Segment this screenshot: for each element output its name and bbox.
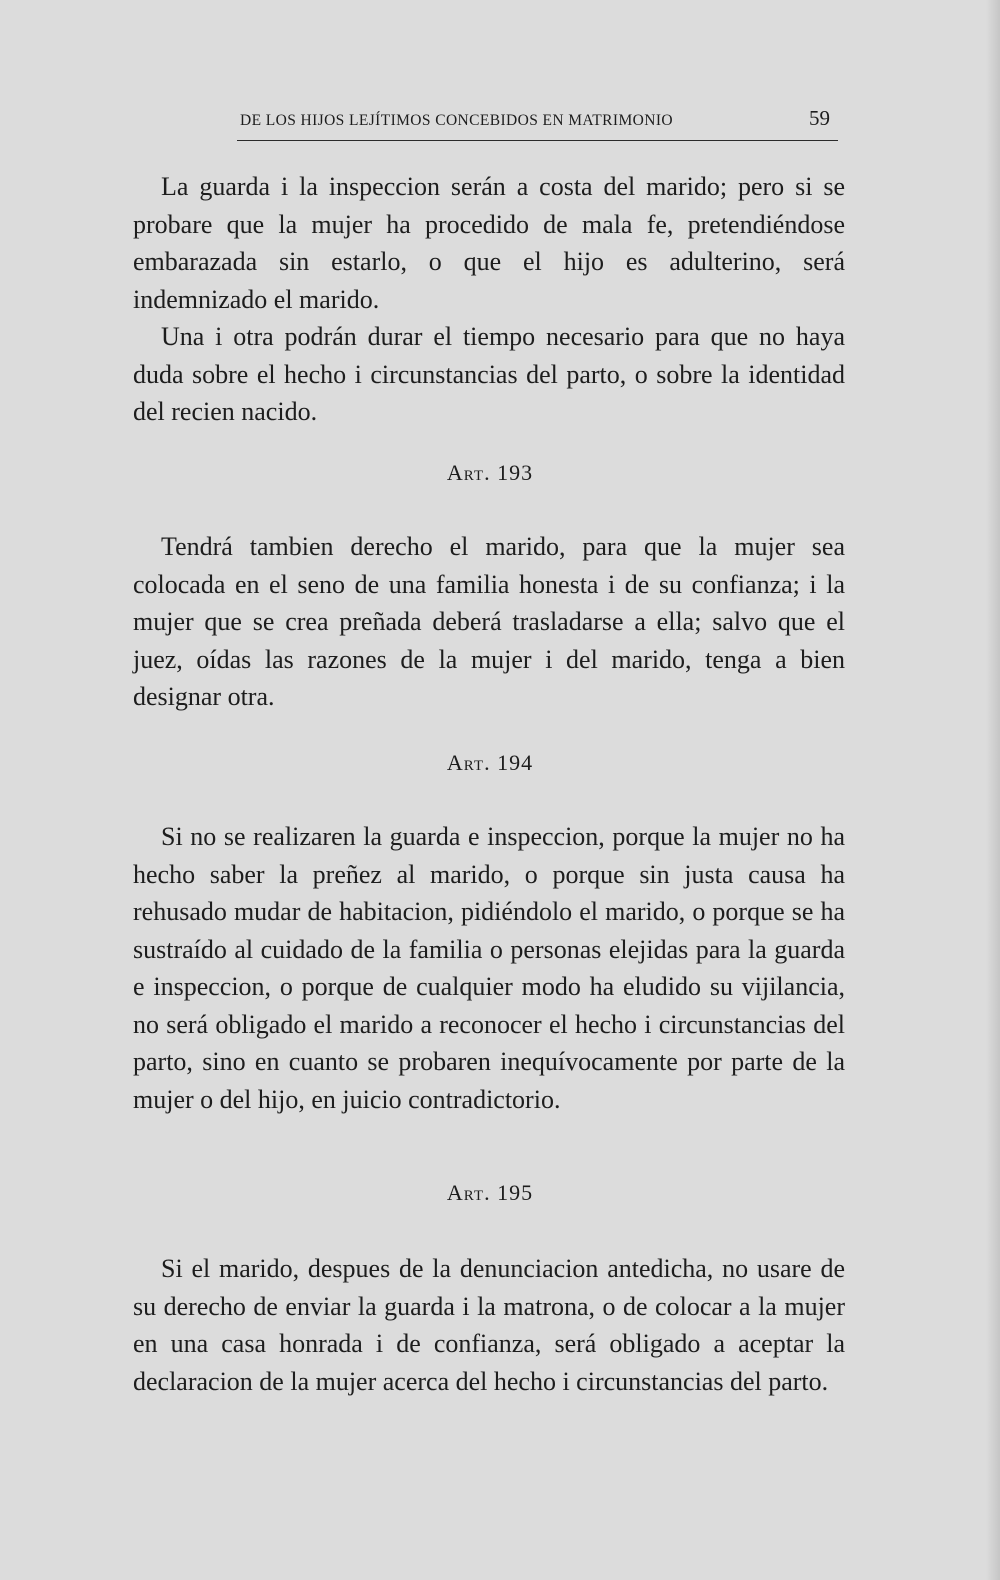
article-193-text [133, 528, 845, 716]
article-number: 194 [497, 750, 534, 775]
paragraph-guarda-costa: La guarda i la inspeccion serán a costa del marido; pero si se probare que la mujer ha procedido de mala fe, pretendiéndose embarazada sin estarlo, o que el hijo es adulterino, será indemnizado el marido. [133, 172, 845, 314]
running-title: DE LOS HIJOS LEJÍTIMOS CONCEBIDOS EN MATRIMONIO [240, 112, 674, 129]
header-rule [237, 140, 838, 141]
article-label: Art. [446, 750, 491, 775]
article-label: Art. [446, 1180, 491, 1205]
article-heading-193 [0, 460, 980, 486]
page-number: 59 [809, 106, 830, 130]
paragraph-duracion: Una i otra podrán durar el tiempo necesario para que no haya duda sobre el hecho i circunstancias del parto, o sobre la identidad del recien nacido. [133, 322, 845, 426]
article-195-text [133, 1250, 845, 1400]
paragraph-art-195: Si el marido, despues de la denunciacion antedicha, no usare de su derecho de enviar la guarda i la matrona, o de colocar a la mujer en una casa honrada i de confianza, será obligado a aceptar la declaracion de la mujer acerca del hecho i circunstancias del parto. [133, 1254, 845, 1396]
article-heading-194 [0, 750, 980, 776]
article-194-text [133, 818, 845, 1118]
article-heading-195 [0, 1180, 980, 1206]
running-head [240, 106, 840, 136]
article-label: Art. [446, 460, 491, 485]
paragraph-art-193: Tendrá tambien derecho el marido, para que la mujer sea colocada en el seno de una familia honesta i de su confianza; i la mujer que se crea preñada deberá trasladarse a ella; salvo que el juez, oídas las razones de la mujer i del marido, tenga a bien designar otra. [133, 532, 845, 711]
opening-paragraphs [133, 168, 845, 431]
paragraph-art-194: Si no se realizaren la guarda e inspeccion, porque la mujer no ha hecho saber la preñez al marido, o porque sin justa causa ha rehusado mudar de habitacion, pidiéndolo el marido, o porque se ha sustraído al cuidado de la familia o personas elejidas para la guarda e inspeccion, o porque de cualquier modo ha eludido su vijilancia, no será obligado el marido a reconocer el hecho i circunstancias del parto, sino en cuanto se probaren inequívocamente por parte de la mujer o del hijo, en juicio contradictorio. [133, 822, 845, 1114]
article-number: 193 [497, 460, 534, 485]
article-number: 195 [497, 1180, 534, 1205]
page-edge-shadow [986, 0, 1000, 1580]
